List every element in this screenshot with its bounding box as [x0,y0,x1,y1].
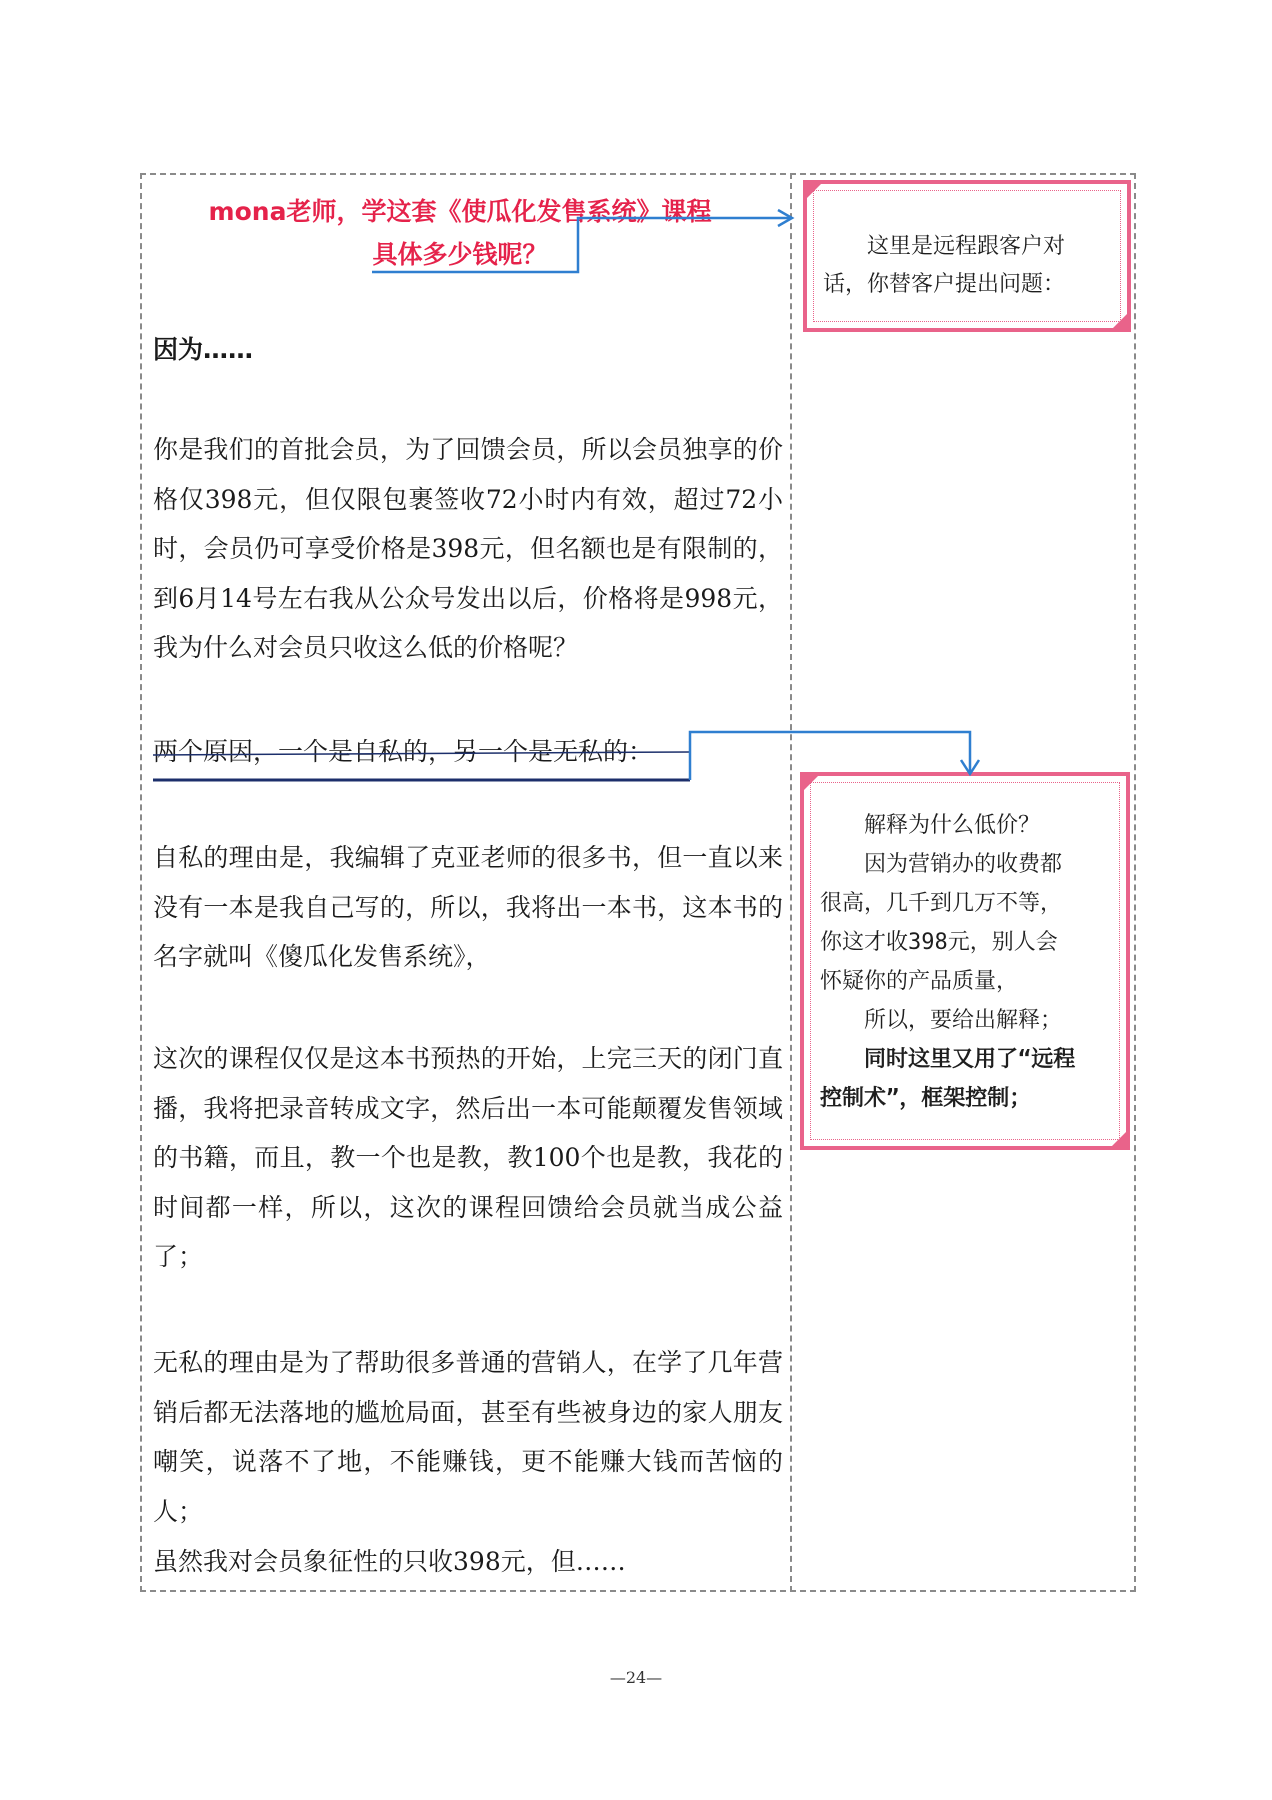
heading-because: 因为…… [153,335,254,364]
note1-line-2: 话，你替客户提出问题： [823,272,1066,297]
paragraph-selfish-reason: 自私的理由是，我编辑了克亚老师的很多书，但一直以来没有一本是我自己写的，所以，我将出一本书，这本书的名字就叫《傻瓜化发售系统》， [153,843,783,971]
note2-line-6: 所以，要给出解释； [864,1008,1063,1033]
reasons-underline-upper [153,752,690,755]
paragraph-two-reasons: 两个原因，一个是自私的，另一个是无私的： [153,737,654,766]
question-line-2: 具体多少钱呢？ [372,240,548,269]
paragraph-closing: 虽然我对会员象征性的只收398元，但…… [153,1547,626,1576]
question-line-1: mona老师，学这套《使瓜化发售系统》课程 [208,197,712,226]
note2-line-2: 因为营销办的收费都 [864,852,1063,877]
paragraph-member-price: 你是我们的首批会员，为了回馈会员，所以会员独享的价格仅398元，但仅限包裹签收72小时内有效，超过72小时，会员仍可享受价格是398元，但名额也是有限制的，到6月14号左右我从公众号发出以后，价格将是998元，我为什么对会员只收这么低的价格呢？ [153,435,783,662]
note2-line-8: 控制术”，框架控制； [820,1086,1032,1111]
note2-line-3: 很高，几千到几万不等， [820,891,1063,916]
note2-line-7: 同时这里又用了“远程 [864,1047,1076,1072]
note1-line-1: 这里是远程跟客户对 [867,234,1066,259]
note2-line-5: 怀疑你的产品质量， [820,969,1019,994]
note2-line-4: 你这才收398元，别人会 [820,930,1058,955]
paragraph-selfless-reason: 无私的理由是为了帮助很多普通的营销人，在学了几年营销后都无法落地的尴尬局面，甚至有些被身边的家人朋友嘲笑，说落不了地，不能赚钱，更不能赚大钱而苦恼的人； [153,1348,783,1526]
note2-line-1: 解释为什么低价？ [864,813,1041,838]
arrow-to-note-low-price [690,732,970,780]
arrow-to-note-dialogue [372,218,790,272]
paragraph-course-preheat: 这次的课程仅仅是这本书预热的开始，上完三天的闭门直播，我将把录音转成文字，然后出一本可能颠覆发售领域的书籍，而且，教一个也是教，教100个也是教，我花的时间都一样，所以，这次的课程回馈给会员就当成公益了； [153,1044,783,1271]
page-number: —24— [609,1668,663,1687]
